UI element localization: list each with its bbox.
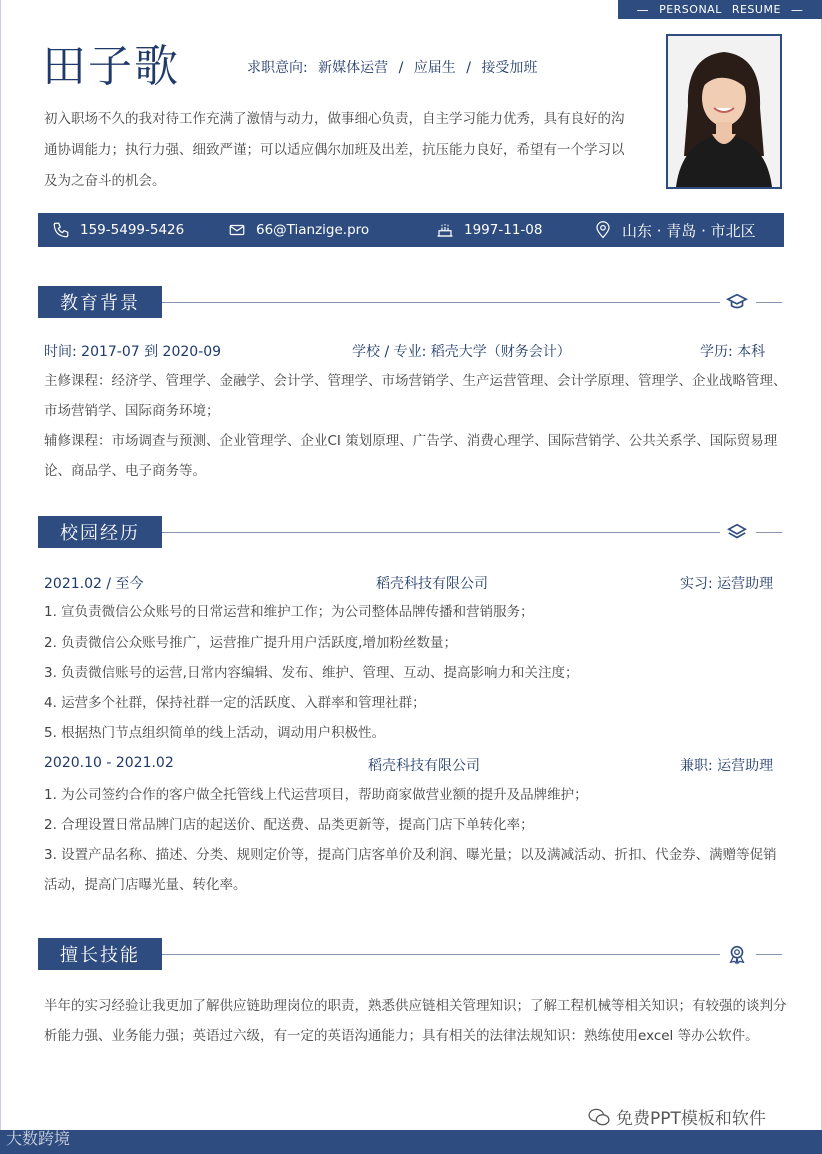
layers-icon: [726, 521, 748, 543]
award-badge-icon: [726, 943, 748, 965]
skills-description: 半年的实习经验让我更加了解供应链助理岗位的职责，熟悉供应链相关管理知识；了解工程机械等相关知识；有较强的谈判分析能力强、业务能力强；英语过六级，有一定的英语沟通能力；具有相关的法律法规知识：熟练使用excel 等办公软件。: [44, 998, 787, 1044]
section-divider: [162, 532, 720, 533]
contact-phone: [52, 213, 184, 247]
birth-date: 1997-11-08: [464, 222, 543, 238]
job-duty-item: 2. 负责微信公众账号推广，运营推广提升用户活跃度,增加粉丝数量；: [44, 635, 457, 651]
job-role: 兼职: 运营助理: [680, 758, 774, 774]
resume-banner: — PERSONAL RESUME —: [618, 0, 822, 19]
section-divider-tail: [756, 302, 782, 303]
watermark-left: [6, 1126, 70, 1149]
profile-photo: [666, 34, 782, 189]
mail-icon: [228, 221, 246, 239]
intent-item: 应届生: [413, 60, 456, 76]
education-time: 时间: 2017-07 到 2020-09: [44, 344, 222, 360]
job-date: 2021.02 / 至今: [44, 576, 144, 592]
job-duty-item: 2. 合理设置日常品牌门店的起送价、配送费、品类更新等，提高门店下单转化率；: [44, 817, 534, 833]
job-duty-item: 5. 根据热门节点组织简单的线上活动，调动用户积极性。: [44, 725, 386, 741]
phone-icon: [52, 221, 70, 239]
phone-number: 159-5499-5426: [80, 222, 185, 238]
intent-item: 接受加班: [481, 60, 538, 76]
job-company: 稻壳科技有限公司: [376, 576, 488, 592]
section-title-education: 教育背景: [38, 286, 162, 318]
contact-email: [228, 213, 369, 247]
job-duty-item: 3. 负责微信账号的运营,日常内容编辑、发布、维护、管理、互动、提高影响力和关注度；: [44, 665, 579, 681]
footer-bar: [0, 1130, 822, 1154]
education-major-courses: 主修课程：经济学、管理学、金融学、会计学、管理学、市场营销学、生产运营管理、会计学原理、管理学、企业战略管理、市场营销学、国际商务环境；: [44, 373, 787, 419]
intent-label: 求职意向:: [247, 60, 308, 76]
intent-separator: /: [466, 60, 471, 76]
banner-left-text: PERSONAL: [659, 3, 722, 16]
banner-right-text: RESUME: [731, 3, 781, 16]
section-divider: [162, 302, 720, 303]
contact-bar: [38, 213, 784, 247]
intent-item: 新媒体运营: [318, 60, 389, 76]
location-text: 山东 · 青岛 · 市北区: [622, 221, 756, 240]
intent-separator: /: [398, 60, 404, 76]
contact-birthday: [436, 213, 542, 247]
job-company: 稻壳科技有限公司: [368, 758, 480, 774]
email-address: 66@Tianzige.pro: [256, 222, 370, 238]
job-duty-item: 4. 运营多个社群，保持社群一定的活跃度、入群率和管理社群；: [44, 695, 426, 711]
portrait-illustration: [668, 36, 780, 187]
job-duty-item: 1. 为公司签约合作的客户做全托管线上代运营项目，帮助商家做营业额的提升及品牌维护；: [44, 787, 588, 803]
page-border-left: [0, 0, 1, 1154]
section-title-campus: 校园经历: [38, 516, 162, 548]
education-degree: 学历: 本科: [700, 344, 766, 360]
section-title-skills: 擅长技能: [38, 938, 162, 970]
watermark-right: [588, 1104, 766, 1129]
self-introduction: 初入职场不久的我对待工作充满了激情与动力，做事细心负责，自主学习能力优秀，具有良好的沟通协调能力；执行力强、细致严谨；可以适应偶尔加班及出差，抗压能力良好，希望有一个学习以及为之奋斗的机会。: [44, 111, 625, 189]
job-duty-item: 1. 宣负责微信公众账号的日常运营和维护工作；为公司整体品牌传播和营销服务；: [44, 604, 534, 620]
job-duty-item: 3. 设置产品名称、描述、分类、规则定价等，提高门店客单价及利润、曝光量；以及满减活动、折扣、代金券、满赠等促销活动，提高门店曝光量、转化率。: [44, 847, 777, 893]
job-role: 实习: 运营助理: [680, 576, 774, 592]
watermark-right-text: 免费PPT模板和软件: [616, 1109, 766, 1129]
section-divider-tail: [756, 532, 782, 533]
watermark-left-text: 大数跨境: [6, 1129, 71, 1148]
graduation-cap-icon: [726, 291, 748, 313]
wechat-icon: [588, 1108, 610, 1126]
section-divider: [162, 954, 720, 955]
location-pin-icon: [594, 221, 612, 239]
education-minor-courses: 辅修课程：市场调查与预测、企业管理学、企业CI 策划原理、广告学、消费心理学、国际营销学、公共关系学、国际贸易理论、商品学、电子商务等。: [44, 433, 778, 479]
job-date: 2020.10 - 2021.02: [44, 755, 174, 771]
cake-icon: [436, 221, 454, 239]
job-intent: [247, 57, 543, 77]
contact-location: [594, 213, 756, 247]
section-divider-tail: [756, 954, 782, 955]
education-school: 学校 / 专业: 稻壳大学（财务会计）: [352, 344, 571, 360]
candidate-name: 田子歌: [42, 41, 180, 92]
